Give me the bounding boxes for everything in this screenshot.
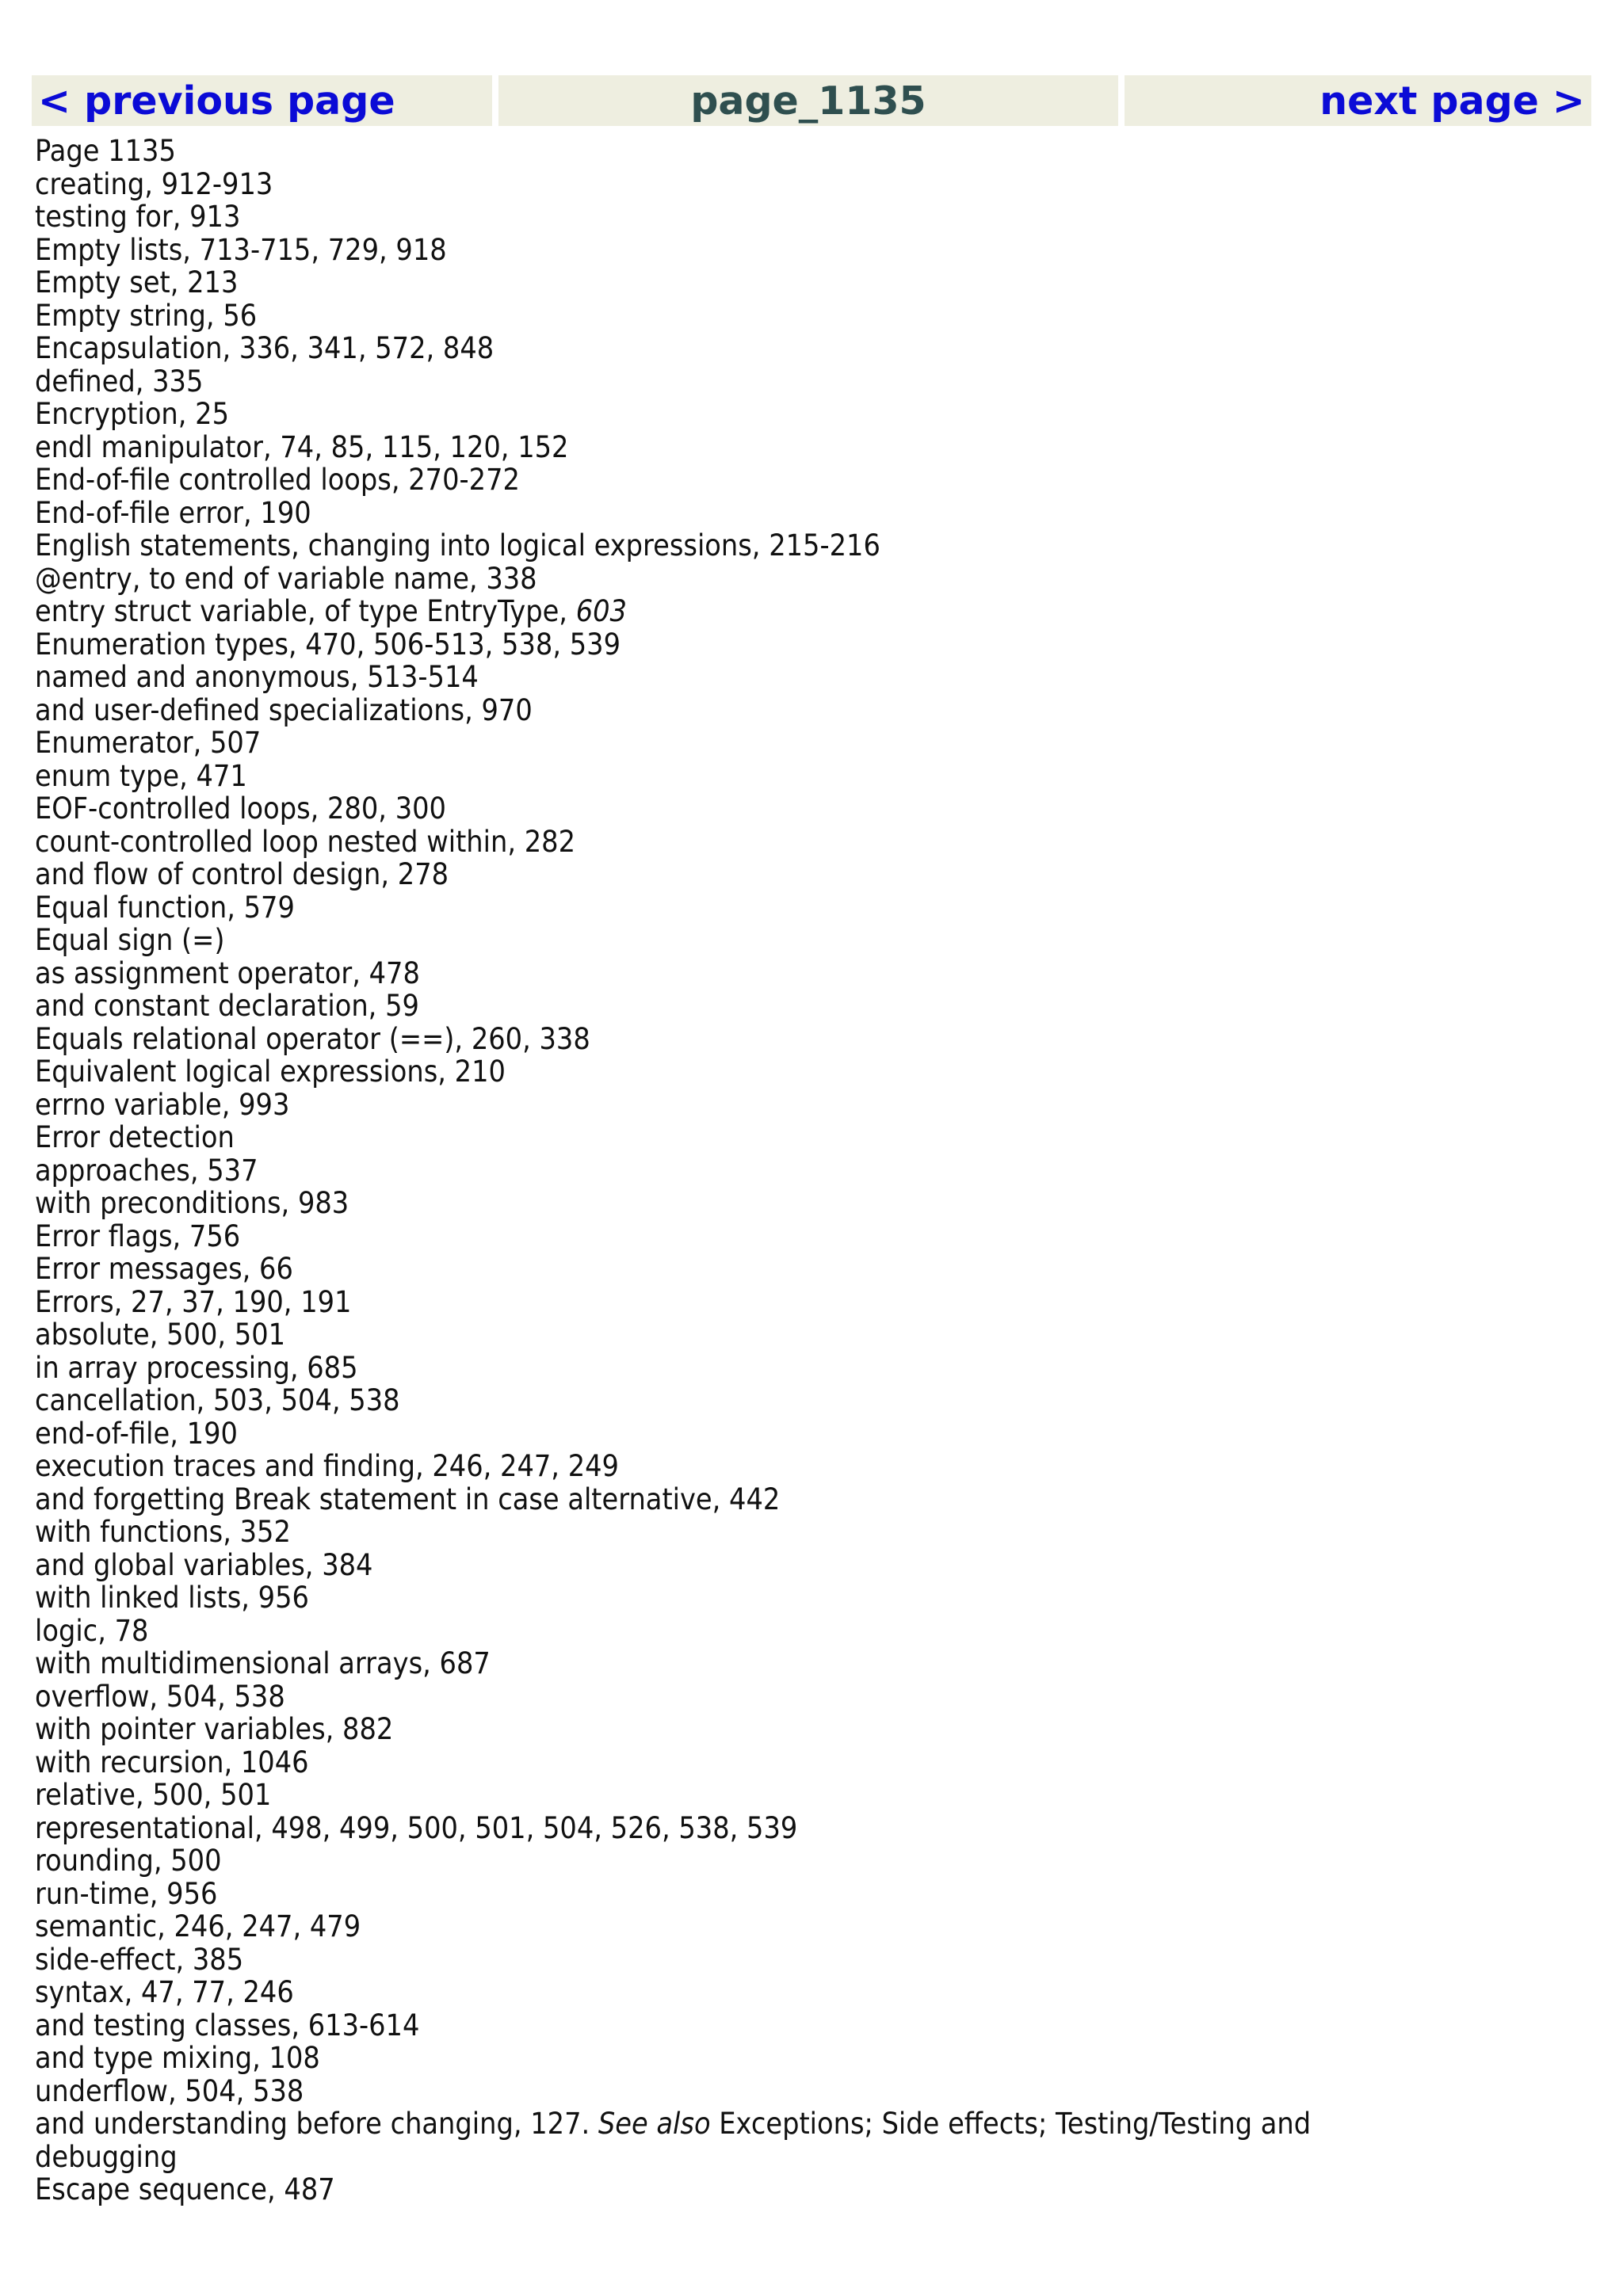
index-entry: Error flags, 756 — [35, 1219, 241, 1253]
index-entry: with linked lists, 956 — [35, 1581, 309, 1615]
index-entry: rounding, 500 — [35, 1844, 222, 1878]
page-navigation-bar — [32, 75, 1591, 126]
index-entry: endl manipulator, 74, 85, 115, 120, 152 — [35, 429, 569, 464]
index-entry: Empty string, 56 — [35, 298, 258, 333]
index-entry: side-effect, 385 — [35, 1942, 244, 1977]
index-entry: and user-defined specializations, 970 — [35, 692, 533, 727]
italic-page-reference: 603 — [575, 594, 627, 628]
index-entry: and flow of control design, 278 — [35, 857, 449, 891]
index-entry — [35, 2107, 1405, 2173]
index-entry: execution traces and finding, 246, 247, 249 — [35, 1449, 619, 1483]
see-also-label: See also — [598, 2107, 711, 2141]
index-entry: English statements, changing into logical expressions, 215-216 — [35, 528, 880, 563]
index-entry: Error messages, 66 — [35, 1252, 293, 1286]
index-entry: errno variable, 993 — [35, 1087, 290, 1122]
index-entry: End-of-file error, 190 — [35, 495, 311, 530]
index-entry: and global variables, 384 — [35, 1547, 373, 1582]
index-entry: Equal sign (=) — [35, 923, 225, 957]
index-entry — [35, 595, 1442, 628]
index-content — [35, 135, 1442, 2206]
index-entry: Empty lists, 713-715, 729, 918 — [35, 232, 447, 267]
index-entry: semantic, 246, 247, 479 — [35, 1909, 361, 1943]
page-title: page_1135 — [498, 75, 1118, 126]
index-entry: Escape sequence, 487 — [35, 2172, 335, 2206]
index-entry: Enumerator, 507 — [35, 726, 262, 760]
index-entry: count-controlled loop nested within, 282 — [35, 824, 576, 859]
page-heading: Page 1135 — [35, 134, 176, 168]
index-entry: defined, 335 — [35, 364, 204, 399]
index-entry: Equal function, 579 — [35, 890, 295, 925]
index-entry: @entry, to end of variable name, 338 — [35, 561, 537, 596]
index-entry: run-time, 956 — [35, 1876, 218, 1911]
next-page-link[interactable]: next page > — [1125, 75, 1591, 126]
index-entry: end-of-file, 190 — [35, 1416, 238, 1451]
index-entry: as assignment operator, 478 — [35, 955, 420, 990]
index-entry: enum type, 471 — [35, 758, 247, 793]
index-entry: named and anonymous, 513-514 — [35, 660, 479, 694]
index-entry: representational, 498, 499, 500, 501, 504, 526, 538, 539 — [35, 1810, 798, 1845]
index-entry: Encapsulation, 336, 341, 572, 848 — [35, 331, 495, 365]
index-entry: with functions, 352 — [35, 1515, 291, 1549]
index-entry: Error detection — [35, 1120, 235, 1154]
index-entry: testing for, 913 — [35, 200, 241, 234]
index-entry: End-of-file controlled loops, 270-272 — [35, 463, 520, 497]
index-entry: relative, 500, 501 — [35, 1778, 272, 1812]
index-entry-text: entry struct variable, of type EntryType, — [35, 594, 576, 628]
index-entry: with recursion, 1046 — [35, 1745, 309, 1779]
index-entry: and testing classes, 613-614 — [35, 2008, 420, 2042]
index-entry: underflow, 504, 538 — [35, 2073, 304, 2108]
index-entry: Errors, 27, 37, 190, 191 — [35, 1284, 352, 1319]
index-entry: approaches, 537 — [35, 1153, 258, 1188]
index-entry: and forgetting Break statement in case alternative, 442 — [35, 1482, 781, 1516]
previous-page-link[interactable]: < previous page — [32, 75, 492, 126]
index-entry: in array processing, 685 — [35, 1350, 358, 1385]
index-entry: with preconditions, 983 — [35, 1186, 349, 1220]
index-entry: logic, 78 — [35, 1613, 149, 1648]
index-entry: and constant declaration, 59 — [35, 989, 419, 1023]
index-entry: EOF-controlled loops, 280, 300 — [35, 791, 446, 826]
index-entry: Empty set, 213 — [35, 265, 239, 299]
index-entry: and type mixing, 108 — [35, 2041, 320, 2075]
index-entry: absolute, 500, 501 — [35, 1318, 286, 1352]
index-entry: Encryption, 25 — [35, 397, 230, 431]
index-entry: Equals relational operator (==), 260, 338 — [35, 1021, 590, 1056]
index-entry: creating, 912-913 — [35, 166, 273, 201]
index-entry: Enumeration types, 470, 506-513, 538, 539 — [35, 627, 621, 662]
index-entry: cancellation, 503, 504, 538 — [35, 1383, 400, 1417]
index-entry: with pointer variables, 882 — [35, 1712, 394, 1746]
see-also-targets: Exceptions; Side effects; Testing/Testing and debugging — [35, 2107, 1312, 2174]
index-entry: with multidimensional arrays, 687 — [35, 1646, 491, 1680]
index-entry-text: and understanding before changing, 127. — [35, 2107, 598, 2141]
index-entry: Equivalent logical expressions, 210 — [35, 1055, 506, 1089]
index-entry: overflow, 504, 538 — [35, 1679, 285, 1714]
index-entry: syntax, 47, 77, 246 — [35, 1975, 294, 2009]
